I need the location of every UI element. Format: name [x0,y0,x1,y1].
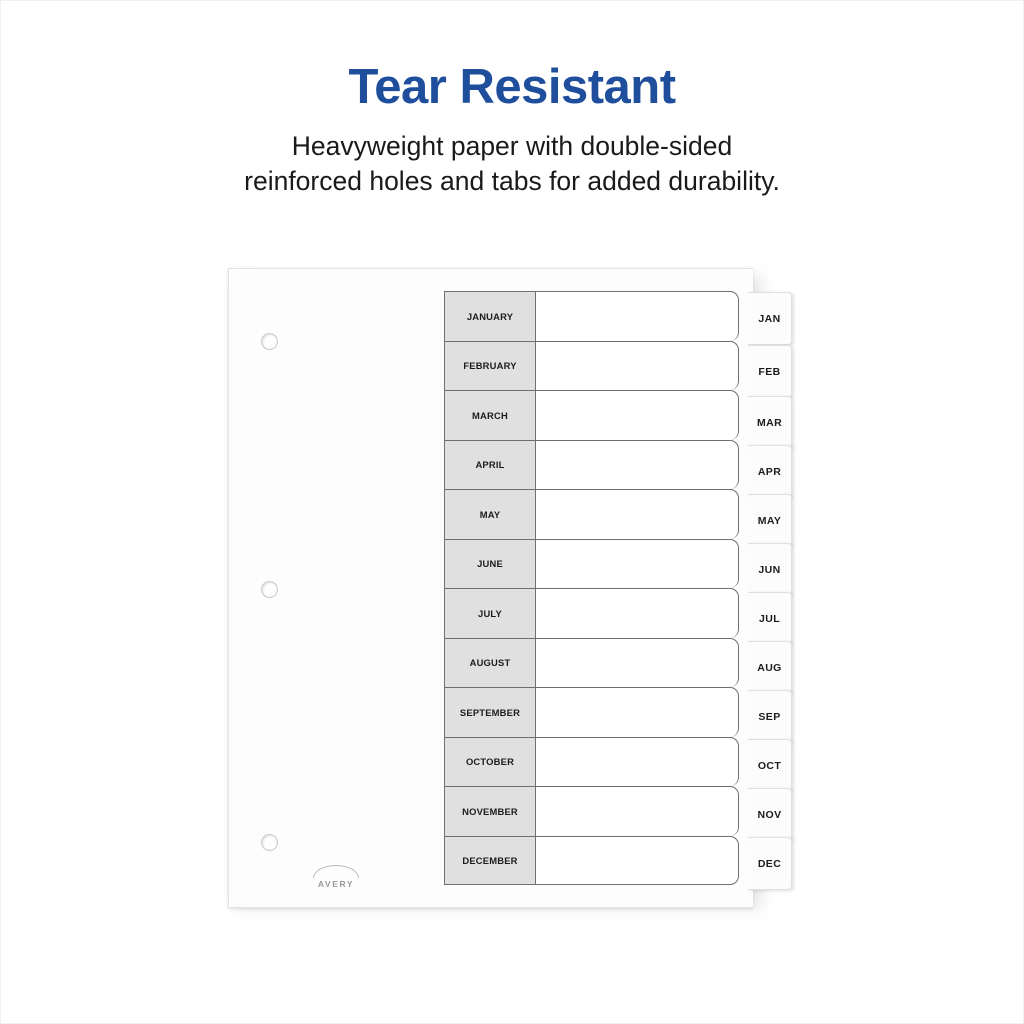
tab-label: NOV [757,808,782,821]
table-row [444,737,739,787]
month-label: FEBRUARY [444,341,536,391]
index-tab [748,641,792,694]
punch-hole-icon [261,834,278,851]
write-in-field [536,341,739,391]
table-row [444,390,739,440]
index-tab [748,543,792,596]
index-tab [748,788,792,841]
month-label: AUGUST [444,638,536,688]
avery-logo [291,865,381,889]
avery-swoosh-icon [313,865,359,878]
month-label: DECEMBER [444,836,536,886]
brand-name: AVERY [317,879,355,889]
tab-label: FEB [758,365,781,378]
table-row [444,489,739,539]
write-in-field [536,440,739,490]
table-row [444,341,739,391]
write-in-field [536,687,739,737]
index-tab [748,396,792,449]
index-tabs [748,268,794,906]
index-tab [748,292,792,345]
table-row [444,687,739,737]
page-title: Tear Resistant [348,60,676,114]
subtitle [102,129,922,199]
month-label: OCTOBER [444,737,536,787]
tab-label: AUG [757,661,782,674]
tab-label: SEP [758,710,781,723]
table-of-contents [444,291,739,885]
index-tab [748,345,792,398]
write-in-field [536,489,739,539]
index-tab [748,690,792,743]
month-label: JUNE [444,539,536,589]
index-tab [748,739,792,792]
index-tab [748,445,792,498]
index-tab [748,837,792,890]
month-label: JULY [444,588,536,638]
table-row [444,836,739,886]
tab-label: DEC [757,857,782,870]
tab-label: JUN [758,563,781,576]
tab-label: OCT [757,759,782,772]
punch-hole-icon [261,581,278,598]
write-in-field [536,836,739,886]
write-in-field [536,291,739,341]
table-row [444,638,739,688]
subtitle-line-2: reinforced holes and tabs for added durability. [244,166,780,197]
punch-hole-icon [261,333,278,350]
divider-sheet [228,268,753,908]
month-label: MARCH [444,390,536,440]
index-tab [748,592,792,645]
tab-label: APR [757,465,782,478]
write-in-field [536,786,739,836]
write-in-field [536,638,739,688]
month-label: JANUARY [444,291,536,341]
write-in-field [536,737,739,787]
tab-label: MAR [756,416,783,429]
tab-label: JUL [758,612,781,625]
write-in-field [536,539,739,589]
write-in-field [536,588,739,638]
table-row [444,539,739,589]
month-label: SEPTEMBER [444,687,536,737]
table-row [444,291,739,341]
write-in-field [536,390,739,440]
table-row [444,440,739,490]
index-tab [748,494,792,547]
subtitle-line-1: Heavyweight paper with double-sided [291,131,733,162]
product-photo [228,268,788,918]
table-row [444,588,739,638]
table-row [444,786,739,836]
month-label: NOVEMBER [444,786,536,836]
month-label: MAY [444,489,536,539]
headline-block [0,62,1024,199]
month-label: APRIL [444,440,536,490]
tab-label: MAY [757,514,782,527]
tab-label: JAN [758,312,781,325]
